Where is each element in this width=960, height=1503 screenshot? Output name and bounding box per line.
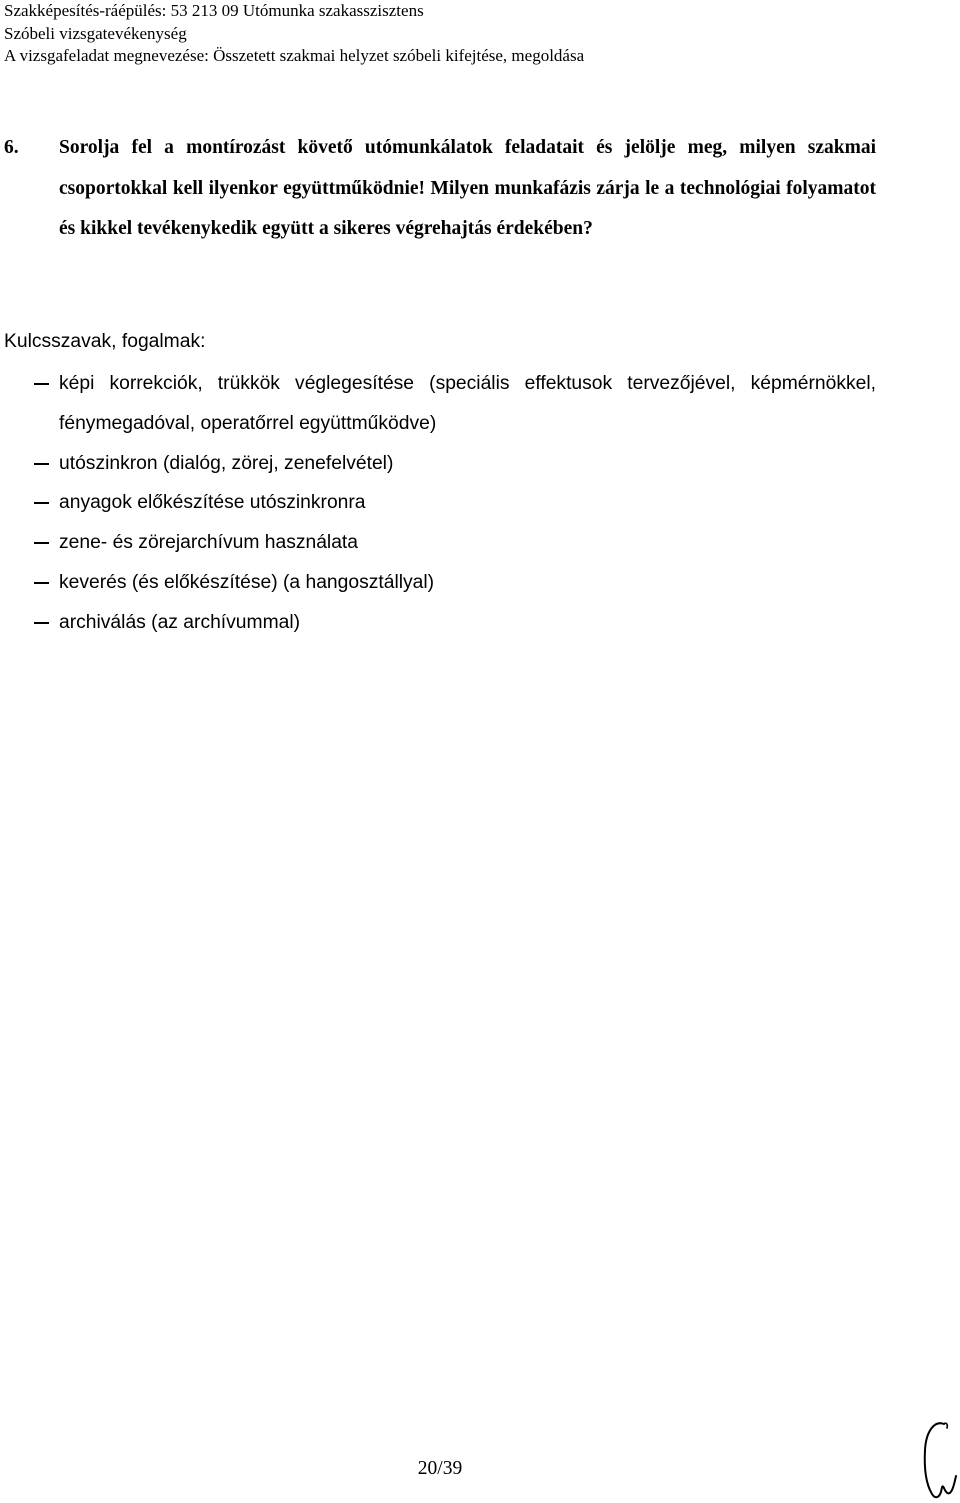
- keyword-text: keverés (és előkészítése) (a hangosztállyal): [59, 571, 435, 593]
- keyword-text: anyagok előkészítése utószinkronra: [59, 492, 366, 514]
- keyword-text: archiválás (az archívummal): [59, 611, 301, 633]
- page-number: 20/39: [417, 1458, 463, 1479]
- header-exam-type: Szóbeli vizsgatevékenység: [4, 23, 187, 43]
- handwritten-signature-icon: [918, 1418, 958, 1500]
- keyword-text: zene- és zörejarchívum használata: [59, 532, 359, 554]
- keyword-text: képi korrekciók, trükkök véglegesítése (speciális effektusok tervezőjével, képmérnökkel, fénymegadóval, operatőrrel együttműködve): [59, 373, 876, 434]
- dash-bullet-icon: [34, 463, 49, 465]
- question-number: 6.: [4, 137, 19, 158]
- dash-bullet-icon: [34, 383, 49, 385]
- keyword-list: [0, 364, 880, 643]
- keyword-item: [0, 444, 880, 484]
- dash-bullet-icon: [34, 542, 49, 544]
- header-qualification: Szakképesítés-ráépülés: 53 213 09 Utómunka szakasszisztens: [4, 1, 424, 20]
- keyword-text: utószinkron (dialóg, zörej, zenefelvétel): [59, 452, 394, 474]
- keywords-label: Kulcsszavak, fogalmak:: [4, 331, 206, 352]
- dash-bullet-icon: [34, 502, 49, 504]
- page-header: [4, 0, 584, 68]
- keyword-item: [0, 603, 880, 643]
- keyword-item: [0, 563, 880, 603]
- keyword-item: [0, 523, 880, 563]
- dash-bullet-icon: [34, 622, 49, 624]
- question-text: Sorolja fel a montírozást követő utómunkálatok feladatait és jelölje meg, milyen szakmai csoportokkal kell ilyenkor együttműködnie! Milyen munkafázis zárja le a technológiai folyamatot és kikkel tevékenykedik együtt a sikeres végrehajtás érdekében?: [59, 137, 876, 240]
- dash-bullet-icon: [34, 582, 49, 584]
- keyword-item: [0, 364, 880, 444]
- header-task-name: A vizsgafeladat megnevezése: Összetett szakmai helyzet szóbeli kifejtése, megoldása: [4, 46, 585, 65]
- keyword-item: [0, 483, 880, 523]
